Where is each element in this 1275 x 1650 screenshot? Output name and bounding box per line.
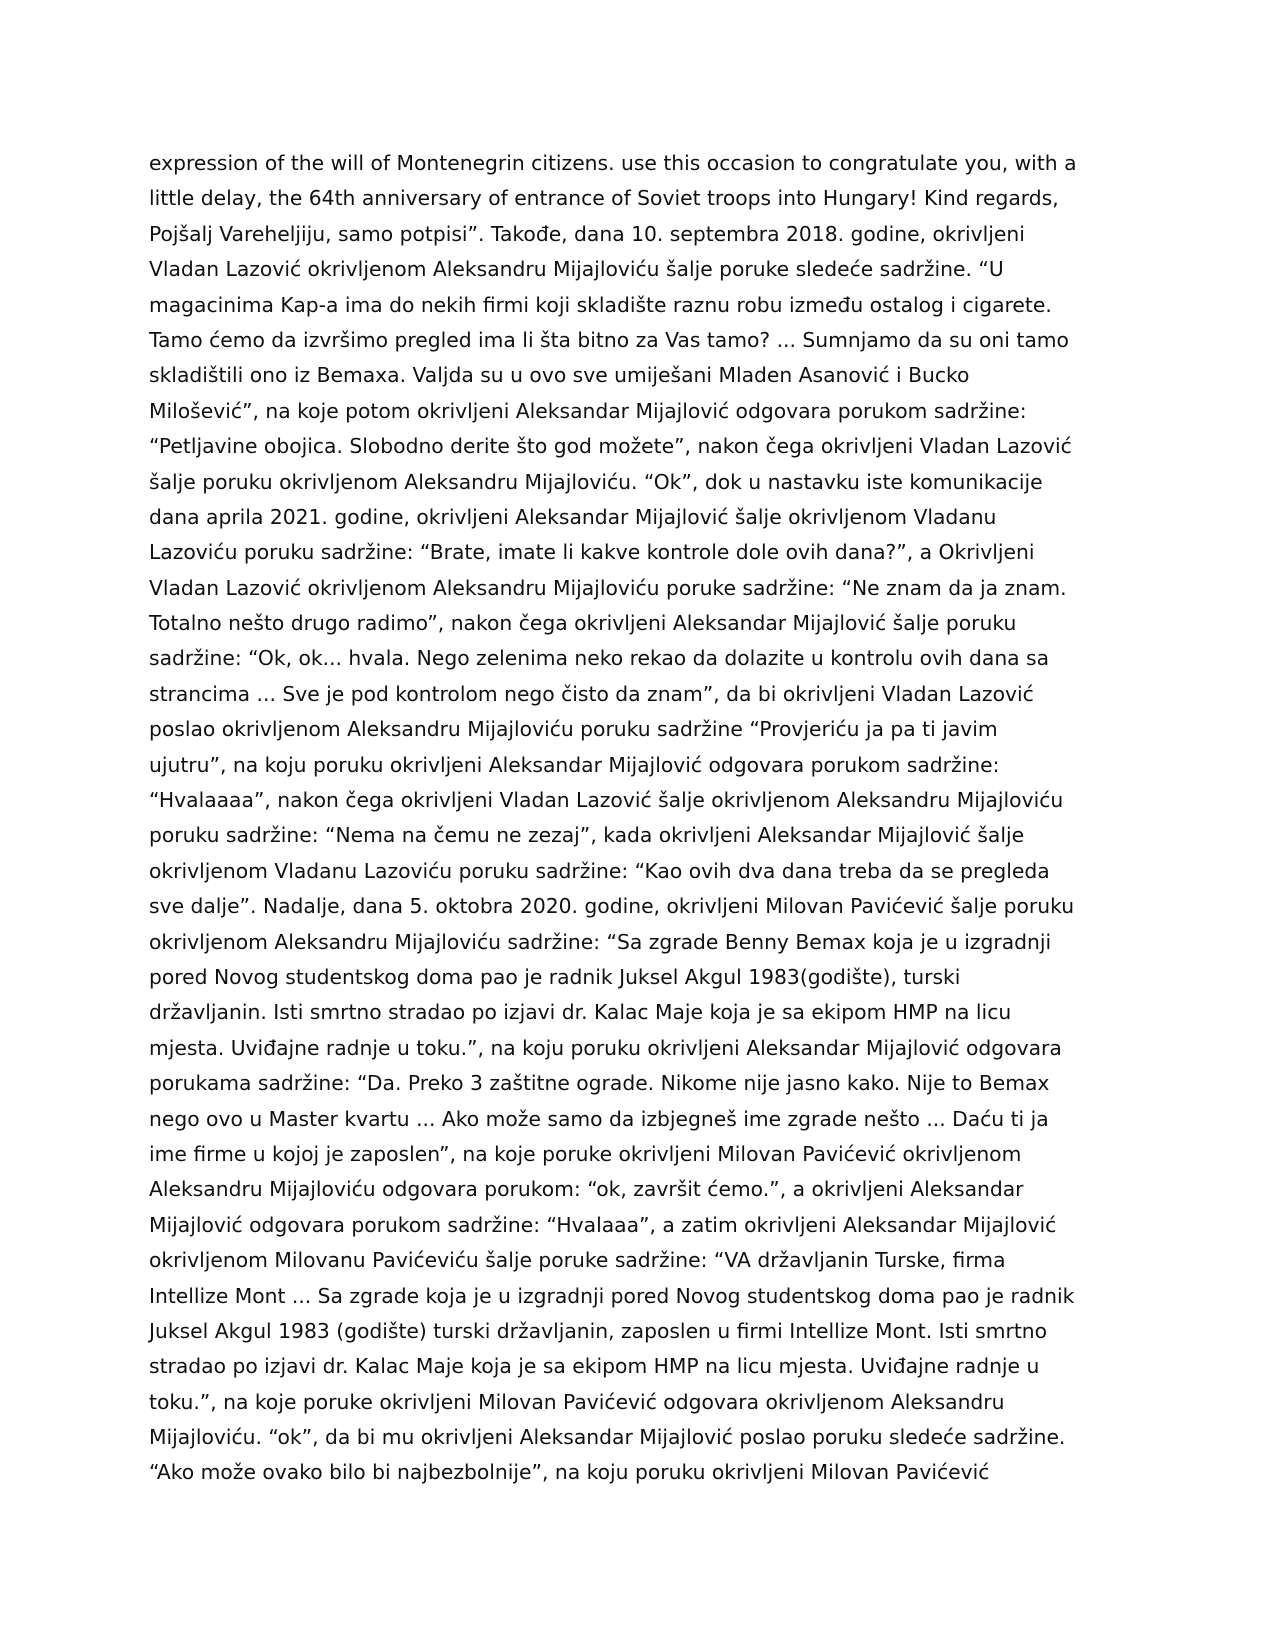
text-line: little delay, the 64th anniversary of entrance of Soviet troops into Hungary! Kind regards, — [149, 186, 1059, 211]
text-line: državljanin. Isti smrtno stradao po izjavi dr. Kalac Maje koja je sa ekipom HMP na licu — [149, 1000, 1012, 1025]
text-line: nego ovo u Master kvartu ... Ako može samo da izbjegneš ime zgrade nešto ... Daću ti ja — [149, 1106, 1049, 1131]
text-line: okrivljenom Aleksandru Mijajloviću sadržine: “Sa zgrade Benny Bemax koja je u izgradnji — [149, 929, 1052, 954]
text-line: Milošević”, na koje potom okrivljeni Aleksandar Mijajlović odgovara porukom sadržine: — [149, 398, 1027, 423]
text-line: okrivljenom Vladanu Lazoviću poruku sadržine: “Kao ovih dva dana treba da se pregleda — [149, 858, 1050, 883]
text-line: Intellize Mont ... Sa zgrade koja je u izgradnji pored Novog studentskog doma pao je radnik — [149, 1283, 1075, 1308]
text-line: “Petljavine obojica. Slobodno derite što god možete”, nakon čega okrivljeni Vladan Lazović — [149, 434, 1072, 459]
text-line: Juksel Akgul 1983 (godište) turski državljanin, zaposlen u firmi Intellize Mont. Isti smrtno — [149, 1318, 1048, 1343]
text-line: expression of the will of Montenegrin citizens. use this occasion to congratulate you, with a — [149, 151, 1077, 175]
text-line: Lazoviću poruku sadržine: “Brate, imate li kakve kontrole dole ovih dana?”, a Okrivljeni — [149, 540, 1035, 565]
text-line: Mijajloviću. “ok”, da bi mu okrivljeni Aleksandar Mijajlović poslao poruku sledeće sadržine. — [149, 1425, 1066, 1450]
text-line: poslao okrivljenom Aleksandru Mijajloviću poruku sadržine “Provjeriću ja pa ti javim — [149, 717, 998, 742]
text-line: strancima ... Sve je pod kontrolom nego čisto da znam”, da bi okrivljeni Vladan Lazović — [149, 681, 1034, 706]
text-line: Tamo ćemo da izvršimo pregled ima li šta bitno za Vas tamo? ... Sumnjamo da su oni tamo — [149, 327, 1069, 352]
text-line: Vladan Lazović okrivljenom Aleksandru Mijajloviću poruke sadržine: “Ne znam da ja znam. — [149, 575, 1067, 600]
text-line: sadržine: “Ok, ok... hvala. Nego zelenima neko rekao da dolazite u kontrolu ovih dana sa — [149, 646, 1050, 671]
text-line: okrivljenom Milovanu Pavićeviću šalje poruke sadržine: “VA državljanin Turske, firma — [149, 1248, 1006, 1273]
text-line: porukama sadržine: “Da. Preko 3 zaštitne ograde. Nikome nije jasno kako. Nije to Bemax — [149, 1071, 1050, 1096]
text-line: magacinima Kap-a ima do nekih firmi koji skladište raznu robu između ostalog i cigarete. — [149, 292, 1052, 317]
text-line: šalje poruku okrivljenom Aleksandru Mijajloviću. “Ok”, dok u nastavku iste komunikacije — [149, 469, 1043, 494]
text-line: sve dalje”. Nadalje, dana 5. oktobra 2020. godine, okrivljeni Milovan Pavićević šalje poruku — [149, 894, 1075, 919]
text-line: skladištili ono iz Bemaxa. Valjda su u ovo sve umiješani Mladen Asanović i Bucko — [149, 363, 970, 388]
text-line: poruku sadržine: “Nema na čemu ne zezaj”, kada okrivljeni Aleksandar Mijajlović šalje — [149, 823, 1025, 848]
body-text — [149, 146, 1139, 1491]
text-line: ime firme u kojoj je zaposlen”, na koje poruke okrivljeni Milovan Pavićević okrivljenom — [149, 1141, 1022, 1166]
text-line: Totalno nešto drugo radimo”, nakon čega okrivljeni Aleksandar Mijajlović šalje poruku — [149, 611, 1017, 636]
text-line: Vladan Lazović okrivljenom Aleksandru Mijajloviću šalje poruke sledeće sadržine. “U — [149, 257, 1004, 282]
text-line: ujutru”, na koju poruku okrivljeni Aleksandar Mijajlović odgovara porukom sadržine: — [149, 752, 1000, 777]
text-line: “Ako može ovako bilo bi najbezbolnije”, na koju poruku okrivljeni Milovan Pavićević — [149, 1460, 990, 1485]
text-line: Pojšalj Vareheljiju, samo potpisi”. Takođe, dana 10. septembra 2018. godine, okrivljeni — [149, 221, 1025, 246]
text-line: stradao po izjavi dr. Kalac Maje koja je sa ekipom HMP na licu mjesta. Uviđajne radnje u — [149, 1354, 1040, 1379]
text-line: Mijajlović odgovara porukom sadržine: “Hvalaaa”, a zatim okrivljeni Aleksandar Mijajlović — [149, 1212, 1057, 1237]
text-line: mjesta. Uviđajne radnje u toku.”, na koju poruku okrivljeni Aleksandar Mijajlović odgovara — [149, 1035, 1062, 1060]
text-line: pored Novog studentskog doma pao je radnik Juksel Akgul 1983(godište), turski — [149, 964, 961, 989]
text-line: toku.”, na koje poruke okrivljeni Milovan Pavićević odgovara okrivljenom Aleksandru — [149, 1389, 1005, 1414]
text-line: “Hvalaaaa”, nakon čega okrivljeni Vladan Lazović šalje okrivljenom Aleksandru Mijajloviću — [149, 788, 1064, 813]
text-line: dana aprila 2021. godine, okrivljeni Aleksandar Mijajlović šalje okrivljenom Vladanu — [149, 504, 997, 529]
text-line: Aleksandru Mijajloviću odgovara porukom: “ok, završit ćemo.”, a okrivljeni Aleksandar — [149, 1177, 1024, 1202]
